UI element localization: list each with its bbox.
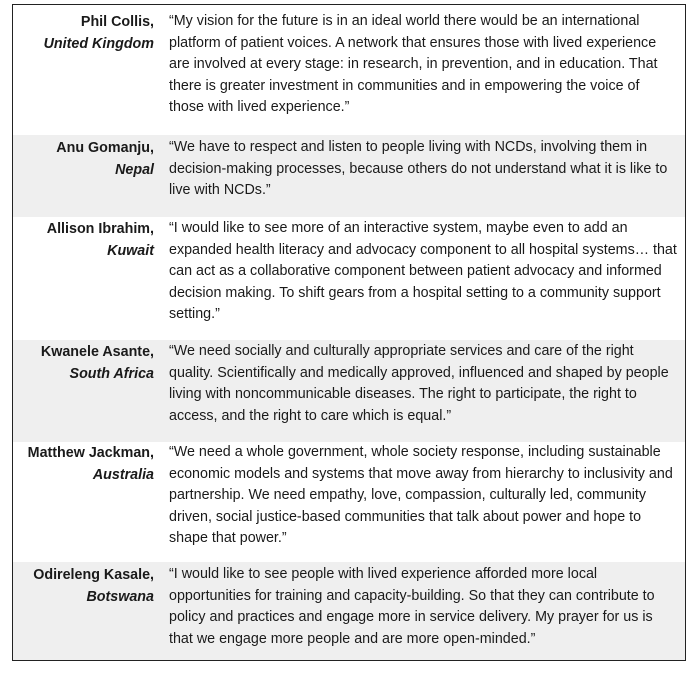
testimonial-row — [13, 217, 685, 340]
quote-text: “We need socially and culturally appropriate services and care of the right quality. Scientifically and medically approved, influenced and shaped by people living with noncommunicable diseases. The right to participate, the right to access, and the right to care which is equal.” — [169, 343, 669, 424]
person-country: Botswana — [86, 589, 154, 605]
person-name: Phil Collis, — [80, 14, 154, 30]
quote-text: “I would like to see people with lived experience afforded more local opportunities for training and capacity-building. So that they can contribute to policy and practices and engage more in service delivery. My prayer for us is that we engage more people and are more open-minded.” — [169, 566, 655, 647]
testimonial-row — [13, 562, 685, 661]
person-country: South Africa — [69, 366, 154, 382]
quote-text: “We need a whole government, whole society response, including sustainable economic models and systems that move away from hierarchy to inclusivity and partnership. We need empathy, love, compassion, culturally led, community driven, social justice-based communities that talk about power and hope to shape that power.” — [169, 444, 673, 547]
person-country: Australia — [92, 467, 154, 483]
testimonial-row — [13, 340, 685, 442]
person-name: Matthew Jackman, — [27, 445, 154, 461]
person — [13, 442, 154, 486]
person-country: Kuwait — [107, 243, 154, 259]
person — [13, 11, 154, 55]
person-country: United Kingdom — [43, 36, 154, 52]
person — [13, 137, 154, 181]
person-name: Allison Ibrahim, — [46, 221, 154, 237]
quote-text: “I would like to see more of an interactive system, maybe even to add an expanded health literacy and advocacy component to all hospital systems… that can act as a collaborative component between patient advocacy and informed decision making. To shift gears from a hospital setting to a community support setting.” — [169, 220, 677, 323]
person-name: Kwanele Asante, — [40, 344, 154, 360]
person — [13, 218, 154, 262]
quote-text: “My vision for the future is in an ideal world there would be an international platform of patient voices. A network that ensures those with lived experience are involved at every stage: in research, in prevention, and in education. That there is greater investment in communities and in empowering the voice of those with lived experience.” — [169, 13, 658, 116]
quote-text: “We have to respect and listen to people living with NCDs, involving them in decision-making processes, because others do not understand what it is like to live with NCDs.” — [169, 139, 668, 199]
person — [13, 564, 154, 608]
testimonials-table — [12, 4, 686, 661]
testimonial-row — [13, 442, 685, 562]
person-country: Nepal — [115, 162, 154, 178]
person-name: Anu Gomanju, — [56, 140, 154, 156]
person — [13, 341, 154, 385]
testimonial-row — [13, 135, 685, 217]
person-name: Odireleng Kasale, — [33, 567, 154, 583]
testimonial-row — [13, 5, 685, 135]
